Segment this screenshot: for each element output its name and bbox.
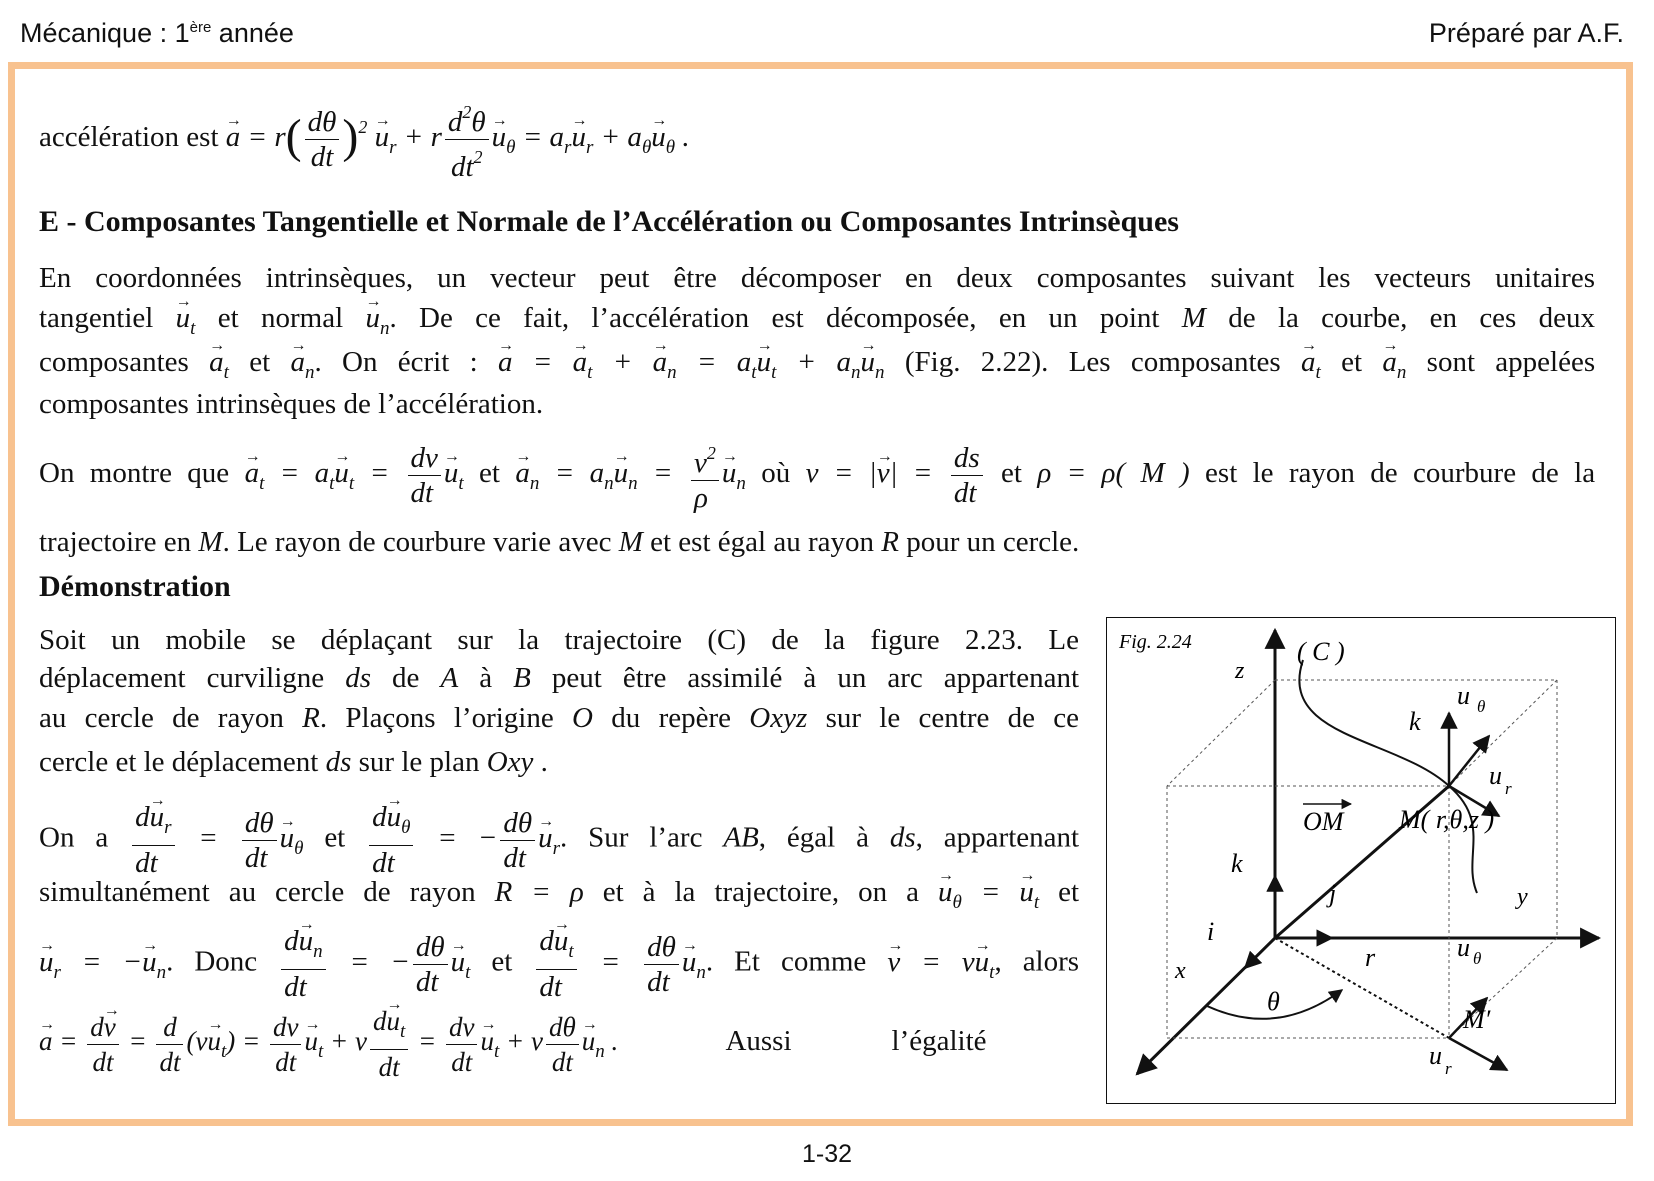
svg-text:r: r	[1445, 1059, 1452, 1078]
label-x: x	[1175, 958, 1186, 984]
page-number: 1-32	[801, 1140, 853, 1168]
polar-acceleration-formula: → a = r( $\frac{d\theta}{dt}$ )$^2 \to u_r + r$ $\frac{d^2\theta}{dt^2}$ → $u_\theta = a_r\to u_r + a_\theta\to u_\theta$ .	[226, 121, 690, 153]
demo-line-8: → a = $\frac{d\to v}{dt}$ = $\frac{d}{dt}$ $(v\to u_t)$ = $\frac{dv}{dt}$ → $u_t + v$ $\frac{d\to u_t}{dt}$ = $\frac{dv}{dt}$ → $u_t + v$ $\frac{d\theta}{dt}$ → $u_n$ . Aussi l’égalité	[39, 1004, 1079, 1084]
label-u-theta-bottom: u	[1457, 933, 1470, 962]
label-m-prime: M′	[1463, 1005, 1491, 1034]
section-e-line-2: tangentiel → $u_t$ et normal → $u_n$. De ce fait, l’accélération est décomposée, en un point M de la courbe, en ces deux	[39, 298, 1595, 349]
header-right: Préparé par A.F.	[1428, 18, 1624, 48]
figure-caption: Fig. 2.24	[1119, 631, 1192, 653]
figure-2-24	[1106, 617, 1616, 1104]
demonstration-title: Démonstration	[39, 570, 231, 603]
demo-line-7: → $u_r$ = −→ $u_n$. Donc $\frac{d\to u_n}{dt}$ = − $\frac{d\theta}{dt}$ → $u_t$ et $\frac{d\to u_t}{dt}$ = $\frac{d\theta}{dt}$ → $u_n$. Et comme → $v = v\to u_t$, alors	[39, 924, 1079, 1004]
label-y: y	[1517, 884, 1528, 910]
section-e-line-1: En coordonnées intrinsèques, un vecteur peut être décomposer en deux composantes suivant les vecteurs unitaires	[39, 262, 1595, 294]
label-r: r	[1365, 943, 1376, 972]
label-u-r-top: u	[1489, 761, 1502, 790]
demo-line-5: On a $\frac{d\to u_r}{dt}$ = $\frac{d\theta}{dt}$ → $u_\theta$ et $\frac{d\to u_\theta}{dt}$ = − $\frac{d\theta}{dt}$ → $u_r$. Sur l’arc AB, égal à ds, appartenant	[39, 800, 1079, 880]
label-i: i	[1207, 917, 1215, 946]
section-e-line-4: composantes intrinsèques de l’accélération.	[39, 388, 544, 420]
demo-line-3: au cercle de rayon R. Plaçons l’origine O du repère Oxyz sur le centre de ce	[39, 702, 1080, 734]
reference-box	[1167, 680, 1557, 1038]
demo-line-4: cercle et le déplacement ds sur le plan Oxy .	[39, 746, 548, 778]
demo-line-6: simultanément au cercle de rayon R = ρ et à la trajectoire, on $a \to u_\theta$ = → $u_t$ et	[39, 872, 1079, 923]
u-r-vector-bottom	[1449, 1038, 1507, 1070]
u-theta-vector-top	[1449, 736, 1489, 786]
label-u-theta-top: u	[1457, 681, 1470, 710]
section-e-line-6: trajectoire en M. Le rayon de courbure varie avec M et est égal au rayon R pour un cercle.	[39, 526, 1080, 558]
demo-line-2: déplacement curviligne ds de A à B peut être assimilé à un arc appartenant	[39, 662, 1080, 694]
figure-drawing	[1107, 618, 1617, 1105]
label-theta: θ	[1267, 987, 1280, 1016]
trajectory-curve	[1299, 660, 1477, 893]
intrinsic-decomposition-formula: → a = → $a_t$ + → $a_n = a_t\to u_t + a_n\to u_n$	[498, 346, 885, 378]
demo-line-1: Soit un mobile se déplaçant sur la trajectoire (C) de la figure 2.23. Le	[39, 624, 1079, 656]
label-u-r-bottom: u	[1429, 1041, 1442, 1070]
label-m-coords: M( r,θ,z )	[1399, 805, 1495, 834]
label-j: j	[1329, 879, 1337, 908]
svg-text:θ: θ	[1473, 949, 1482, 968]
label-z: z	[1235, 658, 1245, 684]
section-e-line-5: On montre que → $a_t = a_t\to u_t$ = $\frac{dv}{dt}$ → $u_t$ et → $a_n = a_n\to u_n$ = $\frac{v^2}{\rho}$ → $u_n$ où v = |→ v| = $\frac{ds}{dt}$ et ρ = ρ( M ) est le rayon de courbure de la	[39, 436, 1595, 515]
section-e-line-3: composantes → $a_t$ et → $a_n$. On écrit : → a = → $a_t$ + → $a_n = a_t\to u_t + a_n\to u_n$ (Fig. 2.22). Les composantes → $a_t$ et → $a_n$ sont appelées	[39, 342, 1595, 393]
label-k-origin: k	[1231, 849, 1243, 878]
svg-text:θ: θ	[1477, 697, 1486, 716]
acceleration-polar-line: accélération est → a = r( $\frac{d\theta}{dt}$ )$^2 \to u_r + r$ $\frac{d^2\theta}{dt^2}$ → $u_\theta = a_r\to u_r + a_\theta\to u_\theta$ .	[39, 95, 690, 184]
label-k-top: k	[1409, 707, 1421, 736]
i-vector	[1245, 938, 1275, 968]
label-c: ( C )	[1297, 637, 1345, 666]
r-projection	[1275, 938, 1449, 1038]
section-title: E - Composantes Tangentielle et Normale de l’Accélération ou Composantes Intrinsèques	[39, 205, 1179, 238]
svg-text:r: r	[1505, 779, 1512, 798]
header-left: Mécanique : 1ère année	[20, 18, 294, 48]
label-om: OM	[1303, 807, 1344, 836]
